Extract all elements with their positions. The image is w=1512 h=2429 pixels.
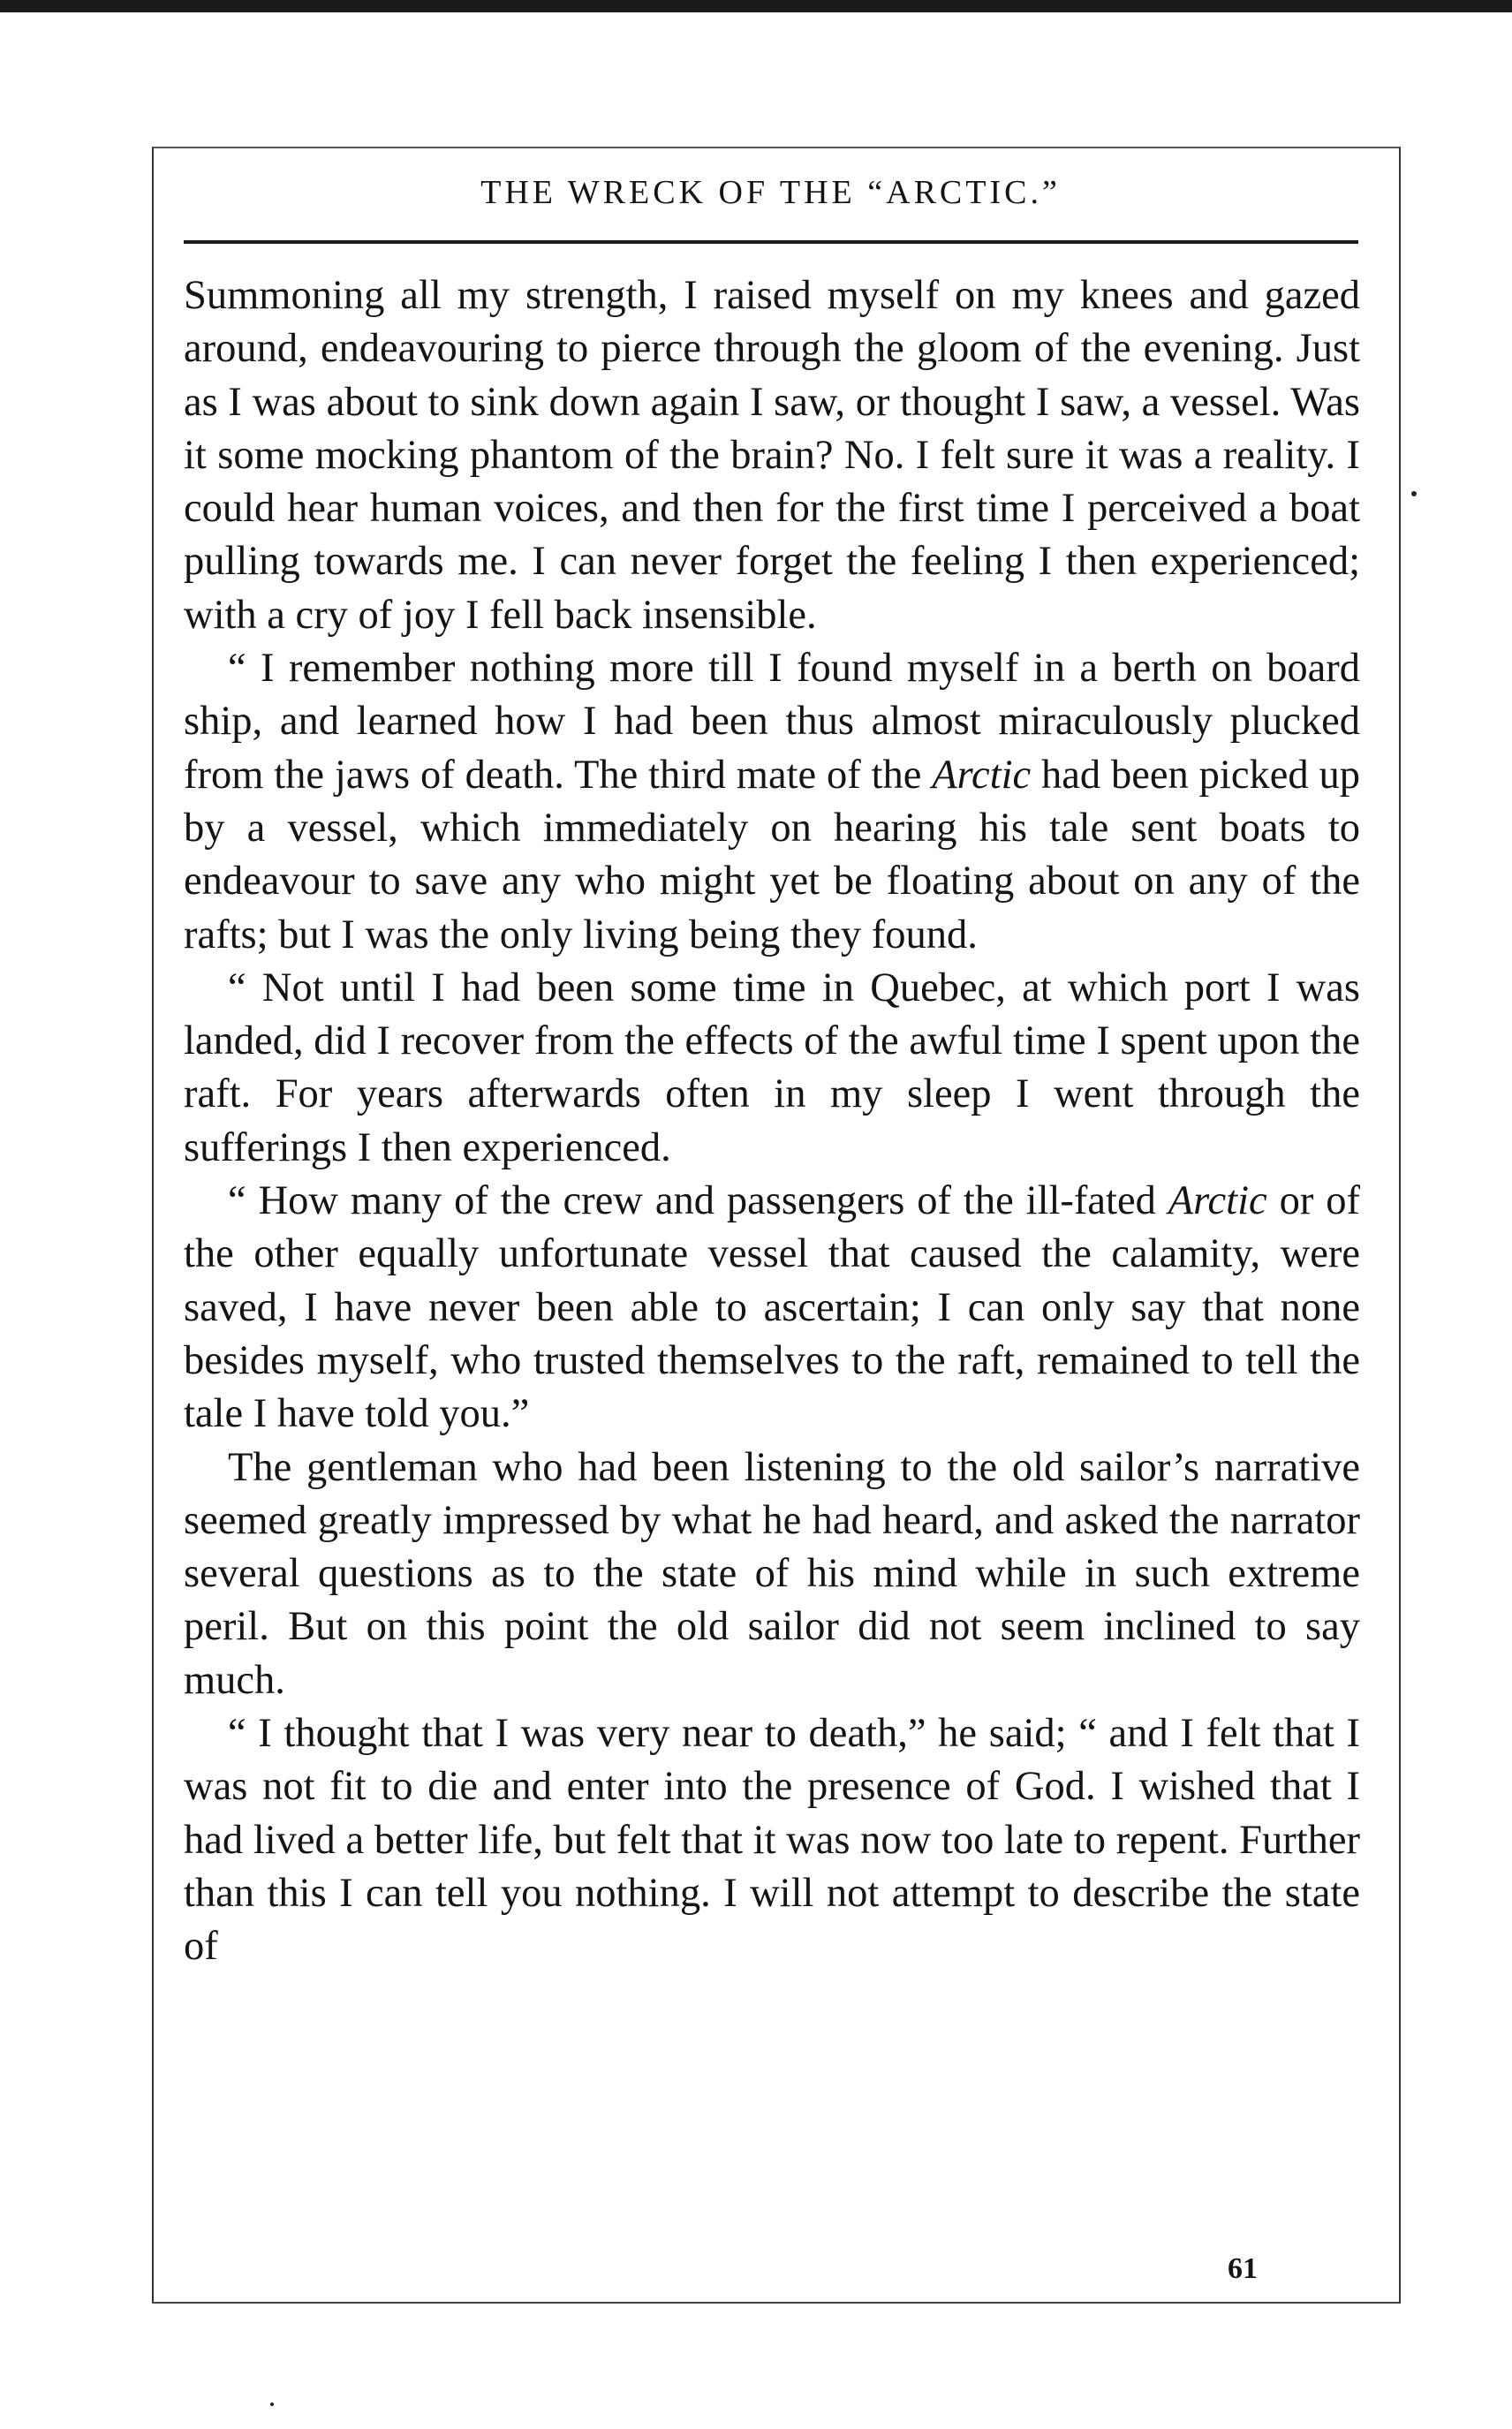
paragraph-text: Summoning all my strength, I raised myself on my knees and gazed around, endeavouring to pierce through the gloom of the evening. Just as I was about to sink down again I saw, or thought I saw, a vessel. Was it some mocking phantom of the brain? No. I felt sure it was a reality. I could hear human voices, and then for the first time I perceived a boat pulling towards me. I can never forget the feeling I then experienced; with a cry of joy I fell back insensible.	[184, 273, 1360, 638]
paragraph	[184, 1442, 1360, 1707]
paragraph	[184, 1707, 1360, 1973]
running-header: THE WRECK OF THE “ARCTIC.”	[480, 174, 1061, 211]
print-speck	[1411, 491, 1417, 496]
page-frame-bottom-rule	[152, 2302, 1399, 2304]
top-edge-rule	[0, 0, 1512, 12]
print-speck	[270, 2403, 274, 2406]
paragraph-text: “ How many of the crew and passengers of the ill-fated	[228, 1178, 1168, 1224]
paragraph-text: or of the other equally unfortunate vessel that caused the calamity, were saved, I have never been able to ascertain; I can only say that none besides myself, who trusted themselves to the raft, remained to tell the tale I have told you.”	[184, 1178, 1360, 1437]
paragraph	[184, 642, 1360, 962]
paragraph	[184, 269, 1360, 642]
paragraph	[184, 1175, 1360, 1441]
paragraph-text: “ I thought that I was very near to death,” he said; “ and I felt that I was not fit to die and enter into the presence of God. I wished that I had lived a better life, but felt that it was now too late to repent. Further than this I can tell you nothing. I will not attempt to describe the state of	[184, 1711, 1360, 1970]
paragraph-text: The gentleman who had been listening to the old sailor’s narrative seemed greatly impressed by what he had heard, and asked the narrator several questions as to the state of his mind while in such extreme peril. But on this point the old sailor did not seem inclined to say much.	[184, 1444, 1360, 1703]
italic-ship-name: Arctic	[1168, 1178, 1267, 1224]
header-rule	[184, 240, 1358, 244]
page-number: 61	[1228, 2252, 1258, 2285]
paragraph-text: had been picked up by a vessel, which immediately on hearing his tale sent boats to endeavour to save any who might yet be floating about on any of the rafts; but I was the only living being they found.	[184, 752, 1360, 957]
italic-ship-name: Arctic	[932, 752, 1032, 798]
body-text	[184, 269, 1360, 1974]
paragraph	[184, 962, 1360, 1175]
paragraph-text: “ I remember nothing more till I found myself in a berth on board ship, and learned how I had been thus almost miraculously plucked from the jaws of death. The third mate of the	[184, 646, 1360, 798]
paragraph-text: “ Not until I had been some time in Quebec, at which port I was landed, did I recover from the effects of the awful time I spent upon the raft. For years afterwards often in my sleep I went through the sufferings I then experienced.	[184, 965, 1360, 1170]
